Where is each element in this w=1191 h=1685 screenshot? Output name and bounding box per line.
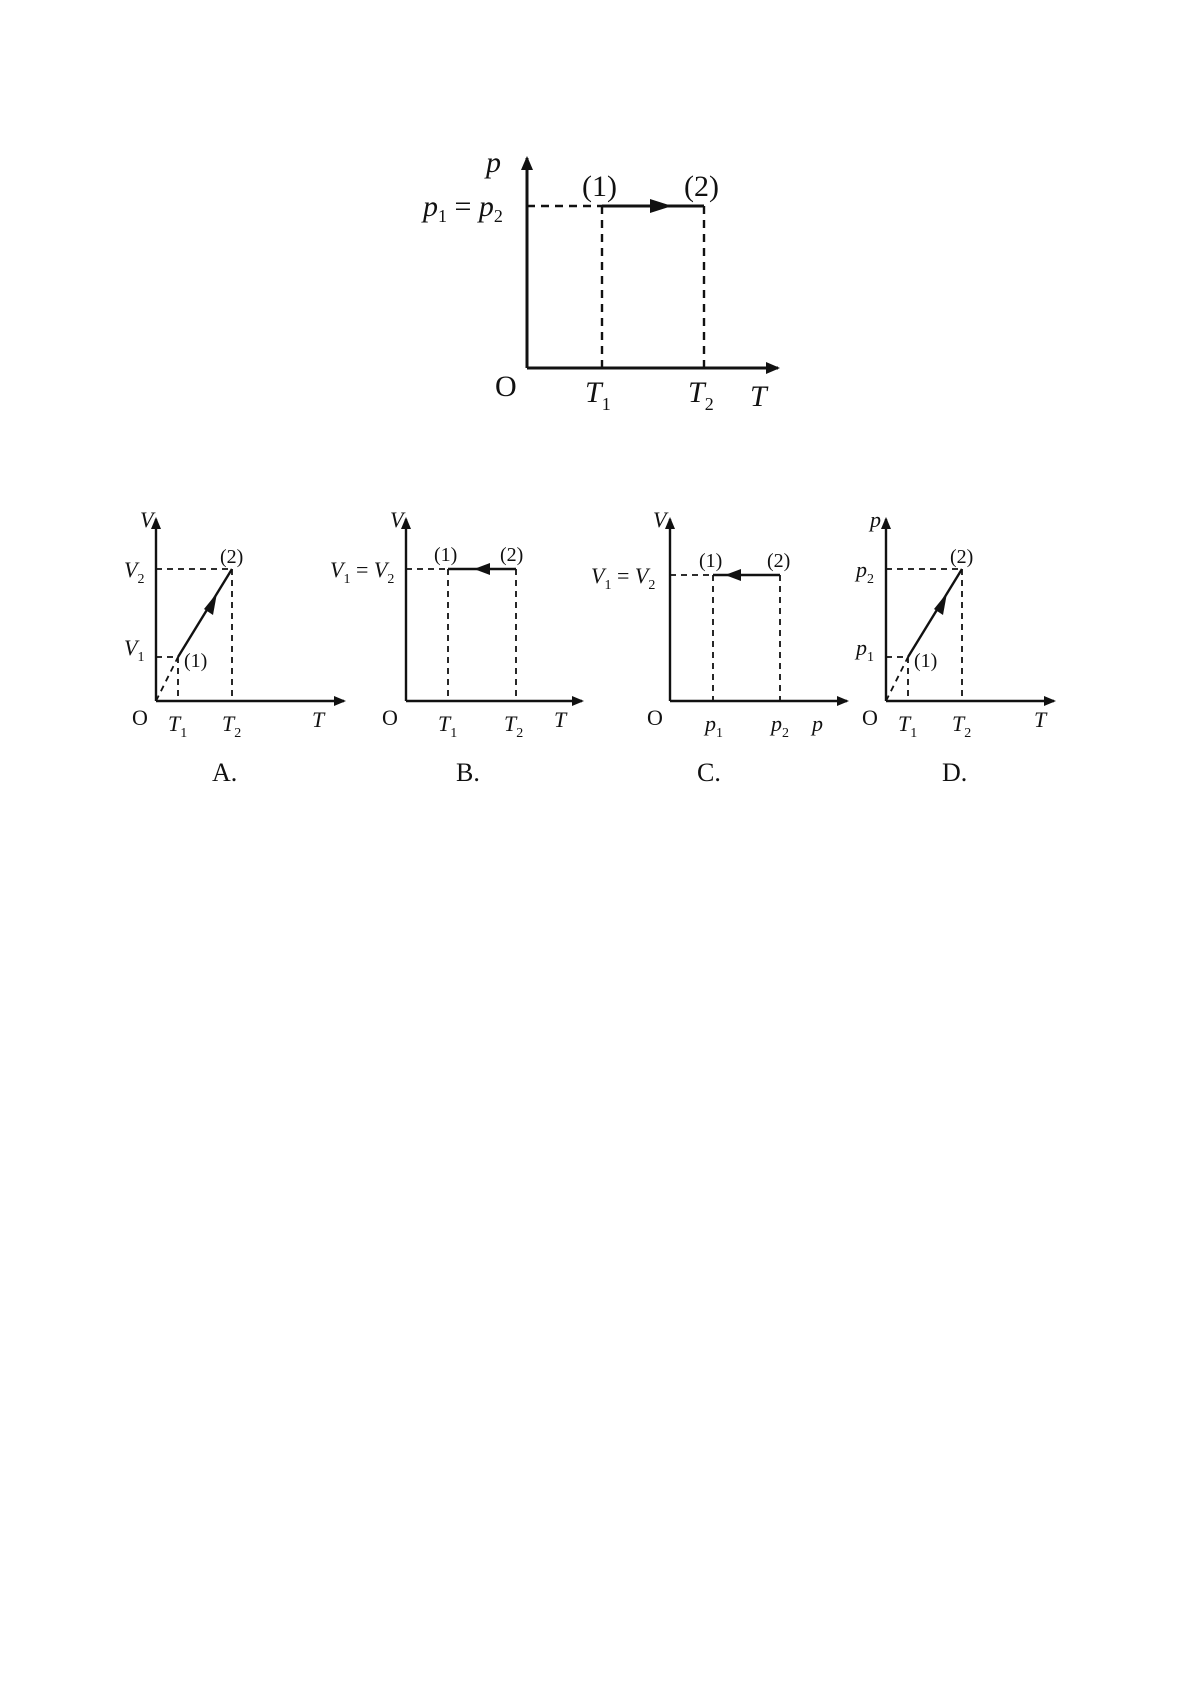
option-letter: B. <box>456 758 480 787</box>
state-2-label: (2) <box>220 546 244 568</box>
process-line <box>178 569 232 657</box>
t1-tick-label: $T_1$ <box>168 711 188 741</box>
t1-tick-label: $T_1$ <box>898 711 918 741</box>
t1-tick-label: $T_1$ <box>585 376 611 414</box>
v1-tick-label: $V_1$ <box>124 635 145 665</box>
process-arrow <box>725 569 741 581</box>
v2-tick-label: $V_2$ <box>124 557 145 587</box>
t-axis-label: T <box>750 380 767 413</box>
option-letter: D. <box>942 758 968 787</box>
extrapolation-dash <box>156 657 178 701</box>
t2-tick-label: $T_2$ <box>952 711 972 741</box>
option-letter: C. <box>697 758 721 787</box>
state-2-label: (2) <box>684 170 719 203</box>
t2-tick-label: $T_2$ <box>222 711 242 741</box>
origin-label: O <box>495 370 517 403</box>
p1-tick-label: $p_1$ <box>705 711 723 741</box>
v-axis-label: V <box>390 507 404 532</box>
p-axis-label: p <box>486 146 501 179</box>
t1-tick-label: $T_1$ <box>438 711 458 741</box>
option-letter: A. <box>212 758 238 787</box>
t-axis-label: T <box>1034 707 1047 732</box>
state-1-label: (1) <box>582 170 617 203</box>
v-axis-label: V <box>653 507 667 532</box>
v-value-label: $V_1 = V_2$ <box>591 563 656 593</box>
p-axis-label: p <box>870 507 881 532</box>
t-axis-label: T <box>312 707 325 732</box>
option-b-graph <box>320 505 590 795</box>
t2-tick-label: $T_2$ <box>688 376 714 414</box>
t-axis-label: T <box>554 707 567 732</box>
p2-tick-label: $p_2$ <box>856 557 874 587</box>
option-d-graph <box>850 505 1110 795</box>
process-arrow <box>650 199 672 213</box>
state-1-label: (1) <box>434 544 458 566</box>
state-1-label: (1) <box>699 550 723 572</box>
p1-tick-label: $p_1$ <box>856 635 874 665</box>
p2-tick-label: $p_2$ <box>771 711 789 741</box>
origin-label: O <box>647 705 663 730</box>
main-graph <box>0 0 1191 460</box>
state-1-label: (1) <box>184 650 208 672</box>
p-axis-label: p <box>812 711 823 736</box>
state-2-label: (2) <box>950 546 974 568</box>
v-value-label: $V_1 = V_2$ <box>330 557 395 587</box>
process-line <box>908 569 962 657</box>
state-1-label: (1) <box>914 650 938 672</box>
extrapolation-dash <box>886 657 908 701</box>
state-2-label: (2) <box>767 550 791 572</box>
origin-label: O <box>132 705 148 730</box>
p-value-label: $p_1 = p_2$ <box>423 190 503 226</box>
t2-tick-label: $T_2$ <box>504 711 524 741</box>
option-c-graph <box>585 505 865 795</box>
origin-label: O <box>382 705 398 730</box>
state-2-label: (2) <box>500 544 524 566</box>
process-arrow <box>474 563 490 575</box>
v-axis-label: V <box>140 507 154 532</box>
origin-label: O <box>862 705 878 730</box>
